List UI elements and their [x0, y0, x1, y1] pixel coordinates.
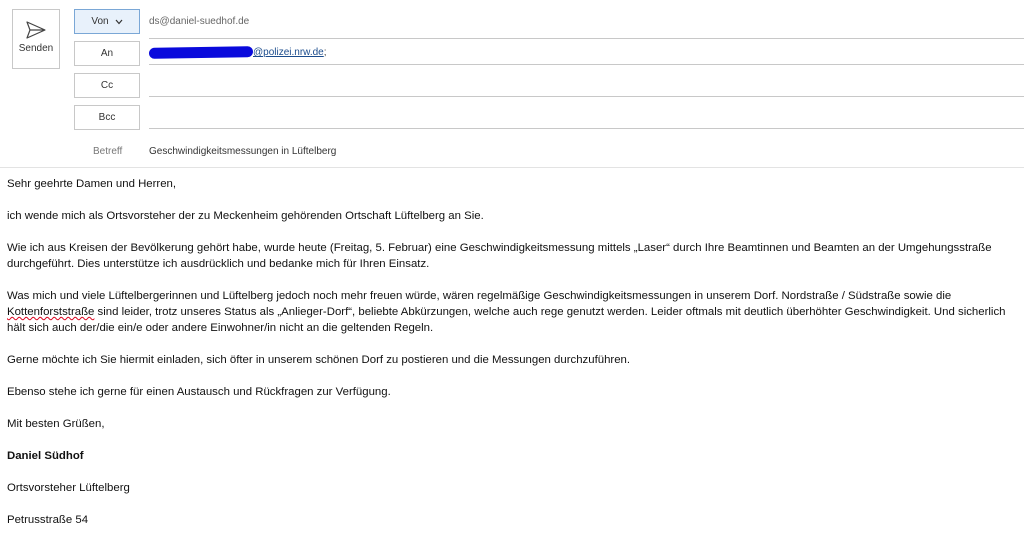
from-button[interactable]: [74, 9, 140, 34]
cc-field[interactable]: [149, 73, 1024, 97]
send-icon: [26, 21, 46, 39]
bcc-button-label: Bcc: [98, 112, 116, 123]
to-button[interactable]: [74, 41, 140, 66]
signature-name: Daniel Südhof: [7, 450, 84, 462]
to-button-label: An: [100, 48, 114, 59]
from-field[interactable]: [149, 9, 1024, 33]
greeting: Sehr geehrte Damen und Herren,: [7, 178, 177, 190]
spellcheck-word[interactable]: Kottenforststraße: [7, 306, 95, 318]
redaction-mark: [149, 46, 253, 59]
closing: Mit besten Grüßen,: [7, 418, 105, 430]
from-address: ds@daniel-suedhof.de: [149, 15, 250, 27]
paragraph-3-part-a: Was mich und viele Lüftelbergerinnen und Lüftelberg jedoch noch mehr freuen würde, wären regelmäßige Geschwindigkeitsmessungen in unserem Dorf. Nordstraße / Südstraße sowie die: [7, 290, 952, 302]
subject-field[interactable]: [149, 139, 1024, 164]
bcc-field[interactable]: [149, 105, 1024, 129]
chevron-down-icon: [115, 19, 123, 25]
from-divider: [149, 38, 1024, 39]
paragraph-3: [7, 288, 1016, 336]
to-recipient[interactable]: @polizei.nrw.de: [253, 47, 324, 58]
cc-button[interactable]: [74, 73, 140, 98]
paragraph-1: ich wende mich als Ortsvorsteher der zu Meckenheim gehörenden Ortschaft Lüftelberg an Sie.: [7, 210, 484, 222]
paragraph-3-part-b: sind leider, trotz unseres Status als „Anlieger-Dorf“, beliebte Abkürzungen, welche auch rege genutzt werden. Leider oftmals mit deutlich überhöhter Geschwindigkeit. Und sicherlich hält sich auch der/die ein/e oder andere Einwohner/in nicht an die geltenden Regeln.: [7, 306, 1006, 334]
paragraph-2: Wie ich aus Kreisen der Bevölkerung gehört habe, wurde heute (Freitag, 5. Februar) eine Geschwindigkeitsmessung mittels „Laser“ durch Ihre Beamtinnen und Beamten an der Umgehungsstraße durchgeführt. Dies unterstütze ich ausdrücklich und bedanke mich für Ihren Einsatz.: [7, 242, 992, 270]
header-divider: [0, 167, 1024, 168]
signature-title: Ortsvorsteher Lüftelberg: [7, 482, 130, 494]
from-button-label: Von: [91, 16, 109, 27]
paragraph-5: Ebenso stehe ich gerne für einen Austausch und Rückfragen zur Verfügung.: [7, 386, 391, 398]
paragraph-4: Gerne möchte ich Sie hiermit einladen, sich öfter in unserem schönen Dorf zu postieren und die Messungen durchzuführen.: [7, 354, 631, 366]
cc-button-label: Cc: [100, 80, 114, 91]
subject-value: Geschwindigkeitsmessungen in Lüftelberg: [149, 146, 337, 157]
bcc-button[interactable]: [74, 105, 140, 130]
send-button-label: Senden: [18, 43, 54, 54]
to-separator: ;: [323, 47, 327, 58]
message-body[interactable]: [7, 176, 1016, 544]
to-field[interactable]: [149, 41, 1024, 65]
signature-address: Petrusstraße 54: [7, 514, 89, 526]
send-button[interactable]: [12, 9, 60, 69]
subject-label: Betreff: [93, 146, 123, 157]
